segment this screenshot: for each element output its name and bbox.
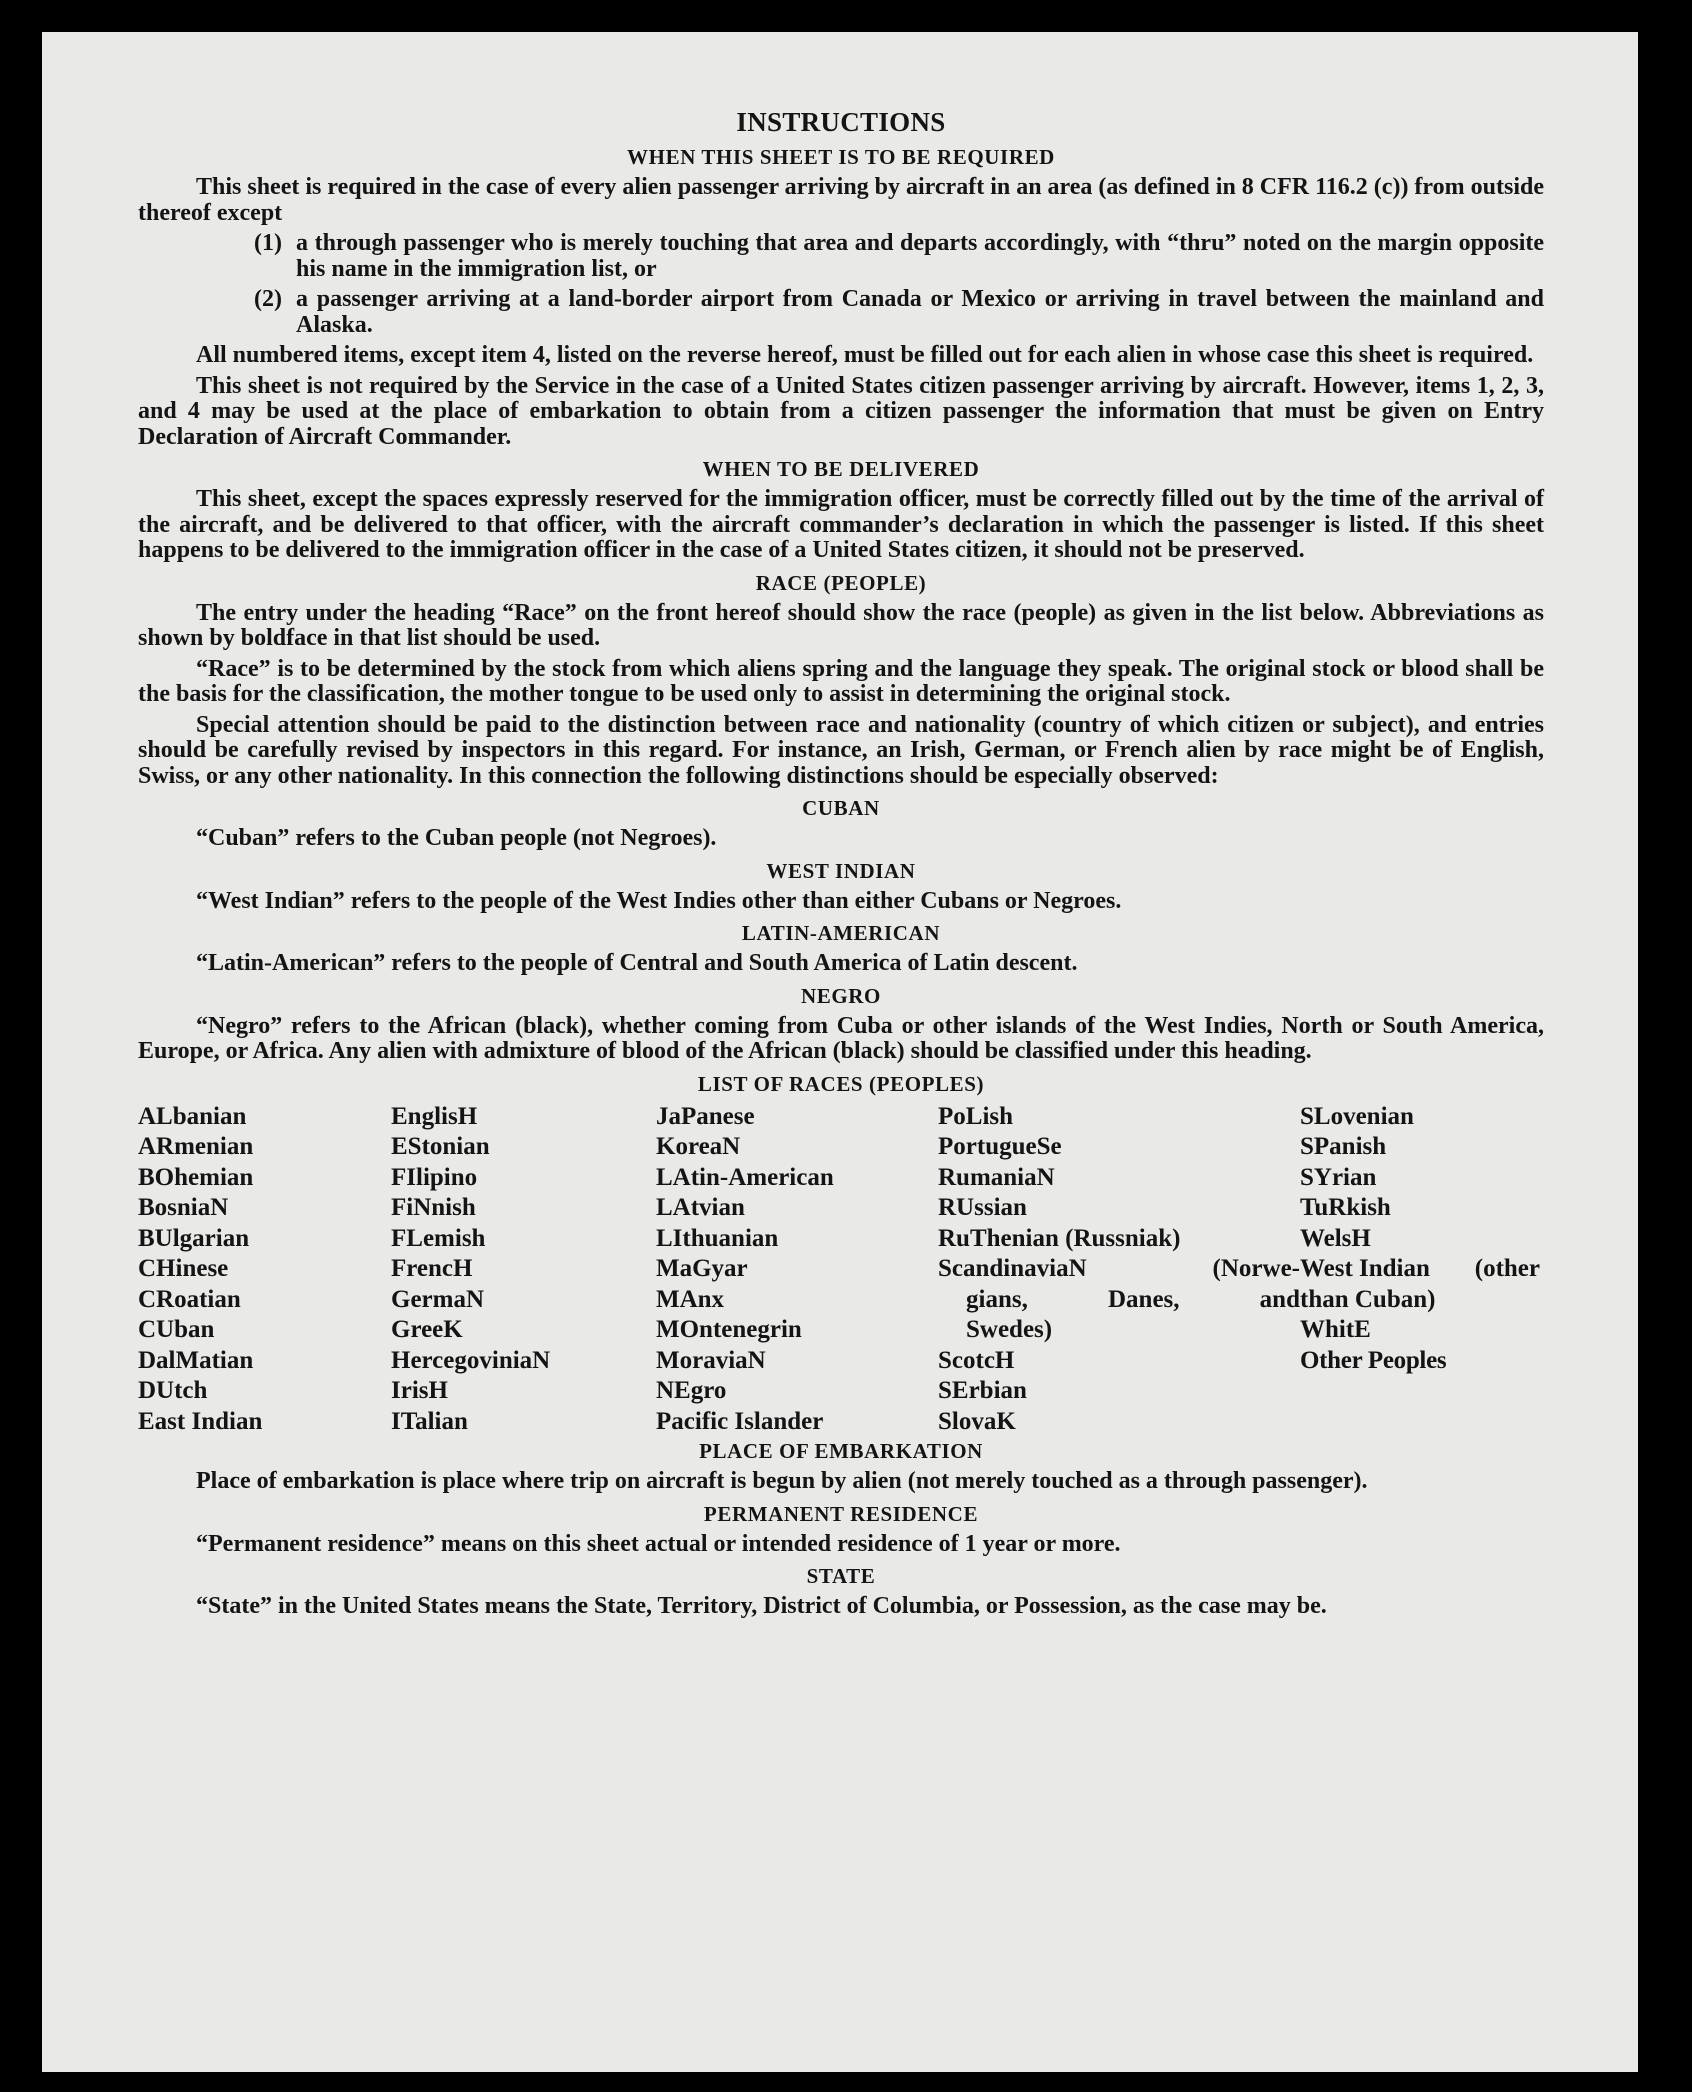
heading-latin-american: LATIN-AMERICAN xyxy=(741,921,941,945)
paragraph-required-intro: This sheet is required in the case of every alien passenger arriving by aircraft in an area (as defined in 8 CFR 116.2 (c)) from outside thereof except xyxy=(138,174,1544,226)
race-entry-part: Danes, xyxy=(1107,1285,1180,1313)
race-entry: PortugueSe xyxy=(938,1133,1062,1160)
paragraph-embarkation: Place of embarkation is place where trip on aircraft is begun by alien (not merely touched as a through passenger). xyxy=(196,1468,1368,1494)
race-entry: NEgro xyxy=(656,1377,727,1404)
item-text: a through passenger who is merely touching that area and departs accordingly, with “thru” noted on the margin opposite his name in the immigration list, or xyxy=(296,230,1544,282)
race-entry: GermaN xyxy=(391,1285,485,1313)
races-column-3 xyxy=(656,1102,938,1438)
paragraph-numbered-items: All numbered items, except item 4, listed on the reverse hereof, must be filled out for each alien in whose case this sheet is required. xyxy=(196,342,1534,368)
race-entry-part: and xyxy=(1259,1285,1300,1313)
race-entry: BosniaN xyxy=(138,1194,229,1221)
race-entry: CUban xyxy=(138,1316,215,1343)
heading-cuban: CUBAN xyxy=(802,796,880,820)
heading-when-delivered: WHEN TO BE DELIVERED xyxy=(702,457,980,481)
heading-west-indian: WEST INDIAN xyxy=(766,858,916,883)
paragraph-state: “State” in the United States means the State, Territory, District of Columbia, or Possession, as the case may be. xyxy=(196,1593,1327,1619)
document-page xyxy=(42,32,1638,2072)
paragraph-race-stock: “Race” is to be determined by the stock from which aliens spring and the language they speak. The original stock or blood shall be the basis for the classification, the mother tongue to be used only to assist in determining the original stock. xyxy=(138,655,1544,707)
race-entry: SErbian xyxy=(938,1377,1027,1404)
race-entry: RumaniaN xyxy=(938,1163,1055,1191)
race-entry-part: ScandinaviaN xyxy=(938,1255,1087,1282)
race-entry: ARmenian xyxy=(138,1133,254,1160)
heading-race: RACE (PEOPLE) xyxy=(755,570,927,595)
race-entry: Pacific Islander xyxy=(656,1407,824,1435)
race-entry: EnglisH xyxy=(391,1102,478,1130)
race-entry-scandinavian xyxy=(938,1254,1300,1285)
race-entry: MOntenegrin xyxy=(656,1316,802,1343)
paragraph-cuban: “Cuban” refers to the Cuban people (not Negroes). xyxy=(196,825,717,851)
heading-place-of-embarkation: PLACE OF EMBARKATION xyxy=(699,1439,983,1463)
race-entry: DalMatian xyxy=(138,1346,254,1374)
race-entry-continued: than Cuban) xyxy=(1300,1285,1436,1313)
races-column-2 xyxy=(391,1102,656,1438)
race-entry: JaPanese xyxy=(656,1102,755,1130)
paragraph-race-entry: The entry under the heading “Race” on the front hereof should show the race (people) as given in the list below. Abbreviations as shown by boldface in that list should be used. xyxy=(138,599,1544,651)
race-entry: BOhemian xyxy=(138,1163,254,1191)
race-entry: TuRkish xyxy=(1300,1194,1391,1221)
race-entry: SLovenian xyxy=(1300,1102,1414,1130)
races-column-1 xyxy=(138,1102,391,1438)
race-entry: MaGyar xyxy=(656,1255,748,1282)
race-entry: SPanish xyxy=(1300,1133,1387,1160)
race-entry: LAtvian xyxy=(656,1194,745,1221)
race-entry: East Indian xyxy=(138,1407,263,1435)
page-title: INSTRUCTIONS xyxy=(736,107,946,137)
race-entry-part: (Norwe- xyxy=(1212,1255,1300,1282)
race-entry-west-indian xyxy=(1300,1254,1540,1285)
item-number: (2) xyxy=(254,286,282,312)
race-entry: SYrian xyxy=(1300,1163,1377,1191)
list-item xyxy=(254,287,1544,338)
race-entry-part: West Indian xyxy=(1300,1255,1430,1282)
race-entry: MoraviaN xyxy=(656,1346,766,1374)
races-table xyxy=(138,1102,1544,1438)
race-entry: WelsH xyxy=(1300,1224,1371,1252)
heading-when-required: WHEN THIS SHEET IS TO BE REQUIRED xyxy=(627,145,1055,169)
race-entry: KoreaN xyxy=(656,1133,741,1160)
paragraph-residence: “Permanent residence” means on this sheet actual or intended residence of 1 year or more. xyxy=(196,1530,1121,1557)
paragraph-west-indian: “West Indian” refers to the people of the West Indies other than either Cubans or Negroes. xyxy=(196,887,1122,914)
race-entry: RuThenian (Russniak) xyxy=(938,1224,1181,1252)
race-entry: FrencH xyxy=(391,1255,473,1282)
paragraph-citizen: This sheet is not required by the Service in the case of a United States citizen passenger arriving by aircraft. However, items 1, 2, 3, and 4 may be used at the place of embarkation to obtain from a citizen passenger the information that must be given on Entry Declaration of Aircraft Commander. xyxy=(138,372,1544,450)
race-entry-part: gians, xyxy=(966,1285,1028,1313)
list-item xyxy=(254,231,1544,282)
race-entry: BUlgarian xyxy=(138,1224,250,1252)
race-entry: FIlipino xyxy=(391,1163,478,1191)
race-entry: EStonian xyxy=(391,1133,490,1160)
item-number: (1) xyxy=(254,230,282,256)
race-entry: CRoatian xyxy=(138,1285,241,1313)
race-entry-other-peoples: Other Peoples xyxy=(1300,1346,1447,1374)
paragraph-delivered: This sheet, except the spaces expressly reserved for the immigration officer, must be correctly filled out by the time of the arrival of the aircraft, and be delivered to that officer, with the aircraft commander’s declaration in which the passenger is listed. If this sheet happens to be delivered to the immigration officer in the case of a United States citizen, it should not be preserved. xyxy=(138,486,1544,563)
race-entry: IrisH xyxy=(391,1377,448,1404)
race-entry: ScotcH xyxy=(938,1346,1015,1374)
race-entry: FiNnish xyxy=(391,1194,476,1221)
race-entry: CHinese xyxy=(138,1255,229,1282)
race-entry: LAtin-American xyxy=(656,1163,834,1191)
race-entry: DUtch xyxy=(138,1377,208,1404)
item-text: a passenger arriving at a land-border airport from Canada or Mexico or arriving in travel between the mainland and Alaska. xyxy=(296,286,1544,338)
paragraph-latin-american: “Latin-American” refers to the people of Central and South America of Latin descent. xyxy=(196,950,1078,976)
heading-list-of-races: LIST OF RACES (PEOPLES) xyxy=(697,1071,985,1096)
paragraph-negro: “Negro” refers to the African (black), whether coming from Cuba or other islands of the West Indies, North or South America, Europe, or Africa. Any alien with admixture of blood of the African (black) should be classified under this heading. xyxy=(138,1012,1544,1064)
heading-permanent-residence: PERMANENT RESIDENCE xyxy=(703,1501,979,1526)
heading-negro: NEGRO xyxy=(800,983,881,1008)
race-entry: FLemish xyxy=(391,1224,486,1252)
race-entry: RUssian xyxy=(938,1194,1027,1221)
race-entry: PoLish xyxy=(938,1102,1014,1130)
race-entry-continued: Swedes) xyxy=(966,1316,1053,1343)
race-entry: GreeK xyxy=(391,1316,463,1343)
race-entry: MAnx xyxy=(656,1285,725,1313)
race-entry: HercegoviniaN xyxy=(391,1346,551,1374)
race-entry: ITalian xyxy=(391,1407,468,1435)
race-entry-part: (other xyxy=(1474,1255,1540,1282)
race-entry-continued xyxy=(938,1285,1300,1316)
race-entry: LIthuanian xyxy=(656,1224,779,1252)
races-column-4 xyxy=(938,1102,1300,1438)
paragraph-race-nationality: Special attention should be paid to the distinction between race and nationality (country of which citizen or subject), and entries should be carefully revised by inspectors in this regard. For instance, an Irish, German, or French alien by race might be of English, Swiss, or any other nationality. In this connection the following distinctions should be especially observed: xyxy=(138,711,1544,789)
races-column-5 xyxy=(1300,1102,1540,1438)
race-entry: WhitE xyxy=(1300,1316,1371,1343)
heading-state: STATE xyxy=(806,1564,876,1588)
race-entry: ALbanian xyxy=(138,1102,247,1130)
race-entry: SlovaK xyxy=(938,1407,1016,1435)
